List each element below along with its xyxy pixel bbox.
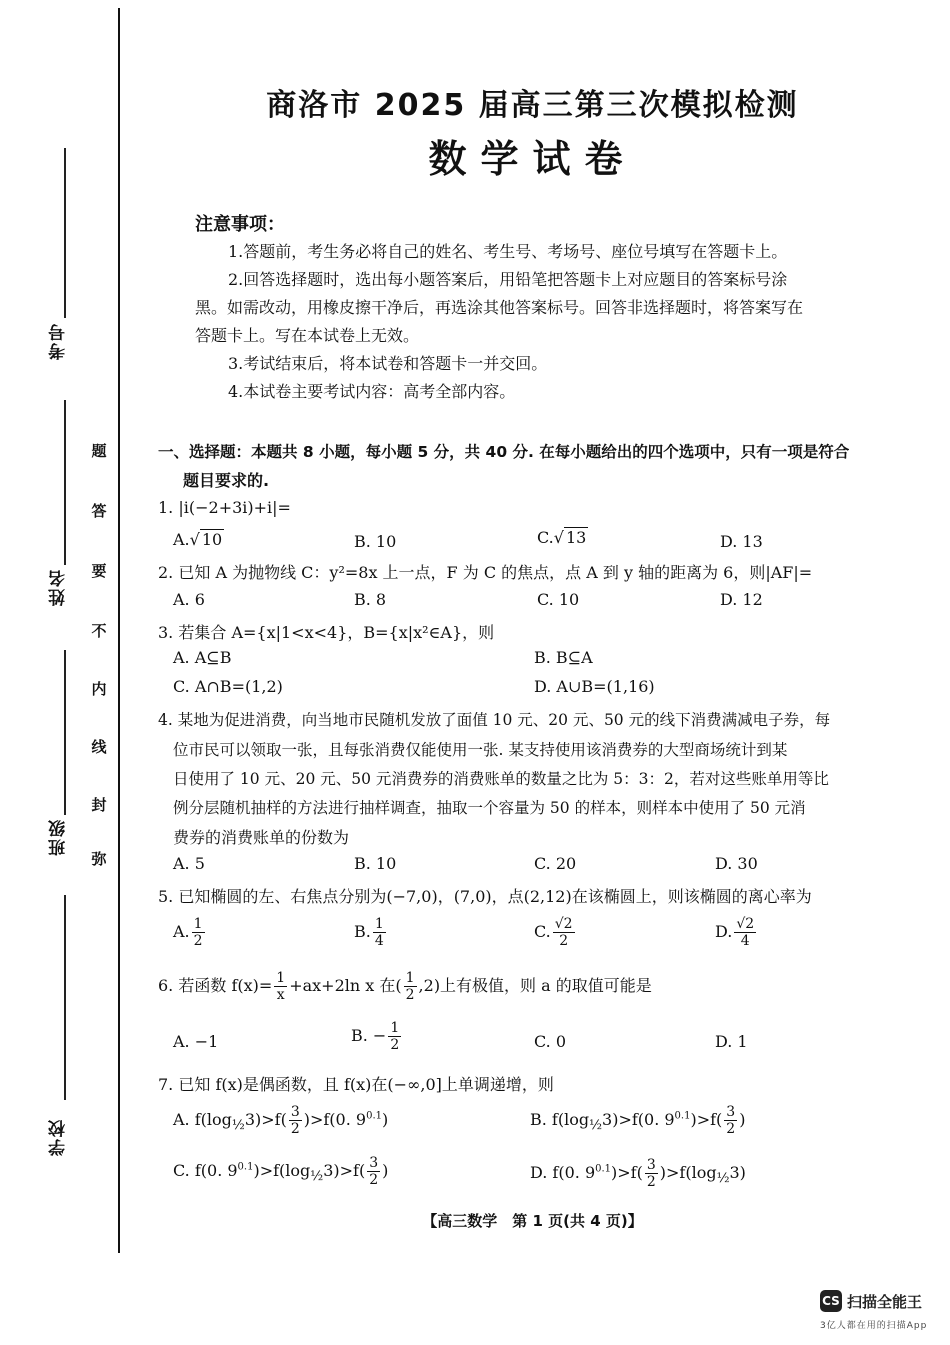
numerator: 3 — [290, 1104, 300, 1120]
question-2-option-b: B. 8 — [354, 590, 387, 609]
question-2-option-a: A. 6 — [173, 590, 205, 609]
question-7-option-d — [530, 1157, 746, 1190]
expr: )>f( — [611, 1163, 643, 1182]
margin-border-line — [118, 8, 120, 1253]
question-3-option-b: B. B⊆A — [534, 648, 593, 667]
expr: 3)>f(0. 9 — [602, 1110, 675, 1129]
question-1-option-c: C.√ 13 — [537, 528, 587, 547]
option-letter: B. — [354, 922, 371, 941]
notice-item: 答题卡上。写在本试卷上无效。 — [195, 326, 420, 345]
label-name: 姓名 — [49, 568, 69, 606]
label-class: 班级 — [49, 818, 69, 856]
question-6-option-a: A. −1 — [173, 1032, 219, 1051]
log-base: ½ — [716, 1171, 730, 1187]
question-4-line: 日使用了 10 元、20 元、50 元消费券的消费账单的数量之比为 5：3：2，若对这些账单用等比 — [173, 770, 829, 788]
fraction — [734, 916, 756, 949]
numerator: 1 — [405, 970, 415, 986]
option-letter: A. — [173, 922, 190, 941]
expr: A. f(log — [173, 1110, 232, 1129]
numerator: 3 — [646, 1157, 656, 1173]
question-4-option-c: C. 20 — [534, 854, 577, 873]
blank-line-school — [64, 895, 66, 1100]
question-5-option-a — [173, 916, 207, 949]
log-base: ½ — [310, 1169, 324, 1185]
expr: ) — [381, 1110, 389, 1129]
question-1-option-a: A.√ 10 — [173, 530, 223, 549]
warning-char: 题 — [91, 442, 107, 460]
numerator: 1 — [390, 1020, 400, 1036]
denominator: 4 — [374, 933, 384, 949]
fraction — [404, 970, 417, 1003]
question-6-option-b — [351, 1020, 403, 1053]
question-2-option-c: C. 10 — [537, 590, 580, 609]
denominator: 2 — [193, 933, 203, 949]
question-4-option-a: A. 5 — [173, 854, 205, 873]
expr: ) — [739, 1110, 746, 1129]
expr: 3) — [729, 1163, 746, 1182]
camscanner-tagline: 3亿人都在用的扫描App — [820, 1321, 928, 1331]
denominator: 2 — [369, 1172, 379, 1188]
warning-char: 答 — [91, 502, 107, 520]
fraction — [192, 916, 205, 949]
question-6-stem — [158, 970, 652, 1003]
denominator: 2 — [405, 987, 415, 1003]
question-5-option-b — [354, 916, 388, 949]
fraction — [367, 1155, 380, 1188]
denominator: x — [276, 987, 285, 1003]
numerator: 1 — [193, 916, 203, 932]
numerator: 1 — [276, 970, 286, 986]
page-footer: 【高三数学 第 1 页(共 4 页)】 — [422, 1212, 643, 1230]
log-base: ½ — [231, 1118, 245, 1134]
exponent: 0.1 — [595, 1163, 612, 1175]
fraction — [553, 916, 575, 949]
log-base: ½ — [589, 1118, 603, 1134]
denominator: 2 — [726, 1121, 736, 1137]
question-4-line: 4. 某地为促进消费，向当地市民随机发放了面值 10 元、20 元、50 元的线下消费满减电子券，每 — [158, 711, 831, 729]
label-exam-number: 考号 — [49, 322, 69, 360]
warning-char: 线 — [91, 738, 107, 756]
warning-char: 封 — [91, 796, 107, 814]
question-3-option-d: D. A∪B=(1,16) — [534, 677, 655, 696]
question-6-option-c: C. 0 — [534, 1032, 567, 1051]
notice-item: 2.回答选择题时，选出每小题答案后，用铅笔把答题卡上对应题目的答案标号涂 — [228, 270, 788, 289]
question-4-option-d: D. 30 — [715, 854, 758, 873]
question-3-stem: 3. 若集合 A={x|1<x<4}，B={x|x²∈A}，则 — [158, 623, 495, 642]
warning-char: 不 — [91, 622, 107, 640]
expr: )>f(log — [659, 1163, 717, 1182]
expr: 3)>f( — [323, 1161, 366, 1180]
question-7-option-a — [173, 1104, 388, 1137]
warning-char: 内 — [91, 680, 107, 698]
question-1-stem: 1. |i(−2+3i)+i|= — [158, 498, 291, 517]
exponent: 0.1 — [674, 1110, 691, 1122]
numerator: 3 — [726, 1104, 736, 1120]
notice-item: 4.本试卷主要考试内容：高考全部内容。 — [228, 382, 516, 401]
option-letter: C. — [534, 922, 551, 941]
radicand: 13 — [565, 528, 587, 547]
blank-line-class — [64, 650, 66, 815]
question-5-option-d — [715, 916, 758, 949]
fraction — [645, 1157, 658, 1190]
option-letter: A. — [173, 530, 190, 549]
exponent: 0.1 — [237, 1161, 254, 1173]
camscanner-name: 扫描全能王 — [847, 1293, 923, 1311]
question-4-line: 位市民可以领取一张，且每张消费仅能使用一张. 某支持使用该消费券的大型商场统计到某 — [173, 741, 788, 759]
question-2-stem: 2. 已知 A 为抛物线 C：y²=8x 上一点，F 为 C 的焦点，点 A 到 y 轴的距离为 6，则|AF|= — [158, 563, 813, 582]
exam-subject-title: 数学试卷 — [428, 137, 637, 181]
stem-text: ,2)上有极值，则 a 的取值可能是 — [418, 976, 652, 995]
numerator: √2 — [736, 916, 755, 932]
radicand: 10 — [201, 530, 223, 549]
expr: D. f(0. 9 — [530, 1163, 596, 1182]
question-5-option-c — [534, 916, 577, 949]
question-7-stem: 7. 已知 f(x)是偶函数，且 f(x)在(−∞,0]上单调递增，则 — [158, 1075, 554, 1094]
fraction — [274, 970, 287, 1003]
fraction — [373, 916, 386, 949]
section-heading-cont: 题目要求的. — [183, 471, 270, 490]
question-1-option-b: B. 10 — [354, 532, 397, 551]
question-7-option-c — [173, 1155, 388, 1188]
numerator: √2 — [554, 916, 573, 932]
numerator: 1 — [374, 916, 384, 932]
question-3-option-a: A. A⊆B — [173, 648, 232, 667]
option-letter: D. — [715, 922, 733, 941]
notice-item: 黑。如需改动，用橡皮擦干净后，再选涂其他答案标号。回答非选择题时，将答案写在 — [195, 298, 804, 317]
section-heading: 一、选择题：本题共 8 小题，每小题 5 分，共 40 分. 在每小题给出的四个选项中，只有一项是符合 — [158, 443, 850, 461]
expr: ) — [382, 1161, 389, 1180]
question-6-option-d: D. 1 — [715, 1032, 748, 1051]
exponent: 0.1 — [366, 1110, 382, 1122]
expr: )>f( — [690, 1110, 723, 1129]
blank-line-name — [64, 400, 66, 565]
expr: C. f(0. 9 — [173, 1161, 238, 1180]
question-1-option-d: D. 13 — [720, 532, 763, 551]
question-4-line: 例分层随机抽样的方法进行抽样调查，抽取一个容量为 50 的样本，则样本中使用了 50 元消 — [173, 799, 806, 817]
fraction — [724, 1104, 737, 1137]
stem-text: 6. 若函数 f(x)= — [158, 976, 273, 995]
expr: B. f(log — [530, 1110, 590, 1129]
denominator: 4 — [740, 933, 750, 949]
fraction — [388, 1020, 401, 1053]
denominator: 2 — [559, 933, 569, 949]
notice-item: 3.考试结束后，将本试卷和答题卡一并交回。 — [228, 354, 548, 373]
denominator: 2 — [390, 1037, 400, 1053]
question-7-option-b — [530, 1104, 745, 1137]
expr: 3)>f( — [244, 1110, 287, 1129]
question-3-option-c: C. A∩B=(1,2) — [173, 677, 283, 696]
option-letter: C. — [537, 528, 554, 547]
exam-title: 商洛市 2025 届高三第三次模拟检测 — [266, 88, 799, 123]
camscanner-logo-icon: CS — [820, 1290, 842, 1312]
stem-text: +ax+2ln x 在( — [289, 976, 402, 995]
notice-heading: 注意事项： — [195, 214, 285, 235]
numerator: 3 — [369, 1155, 379, 1171]
question-5-stem: 5. 已知椭圆的左、右焦点分别为(−7,0)，(7,0)，点(2,12)在该椭圆上，则该椭圆的离心率为 — [158, 887, 812, 906]
question-4-line: 费券的消费账单的份数为 — [173, 828, 350, 847]
label-school: 学校 — [49, 1118, 69, 1156]
expr: )>f(0. 9 — [303, 1110, 367, 1129]
question-2-option-d: D. 12 — [720, 590, 763, 609]
option-letter: B. − — [351, 1026, 387, 1045]
warning-char: 要 — [91, 562, 107, 580]
notice-item: 1.答题前，考生务必将自己的姓名、考生号、考场号、座位号填写在答题卡上。 — [228, 242, 788, 261]
denominator: 2 — [290, 1121, 300, 1137]
warning-char: 弥 — [91, 850, 107, 868]
denominator: 2 — [646, 1174, 656, 1190]
expr: )>f(log — [253, 1161, 311, 1180]
fraction — [289, 1104, 302, 1137]
question-4-option-b: B. 10 — [354, 854, 397, 873]
